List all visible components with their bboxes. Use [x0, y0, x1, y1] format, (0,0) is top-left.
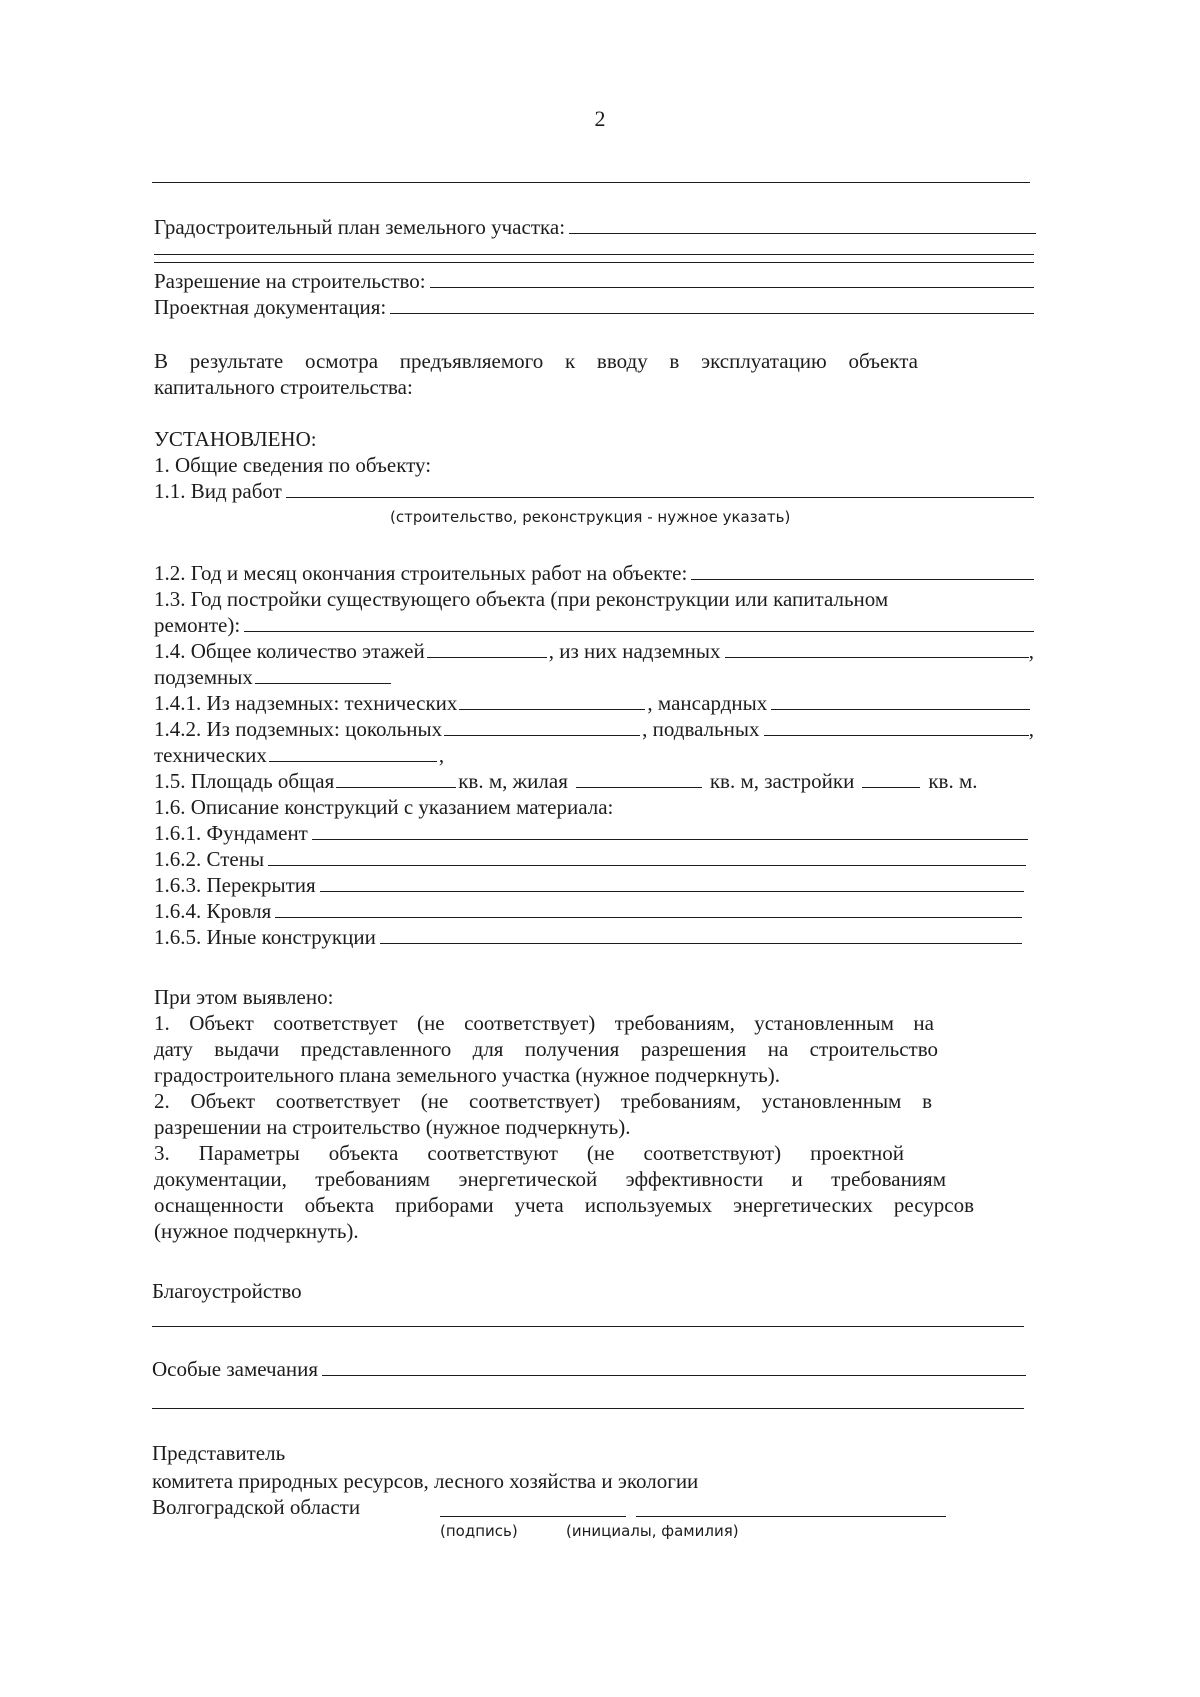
name-blank[interactable]: [636, 1516, 946, 1517]
structure-foundation-label: 1.6.1. Фундамент: [154, 821, 308, 845]
floors-above-label: , из них надземных: [548, 639, 721, 663]
project-doc-label: Проектная документация:: [154, 295, 387, 319]
finding-3-line-2: документации, требованиям энергетической эффективности и требованиям: [154, 1167, 946, 1191]
structure-other-blank[interactable]: [380, 925, 1022, 944]
landscaping-label: Благоустройство: [152, 1279, 302, 1303]
structure-floors-blank[interactable]: [320, 873, 1024, 892]
under-floors-row: [154, 716, 1034, 742]
structure-foundation: [154, 820, 1028, 846]
gpzu-extra-line-2: [154, 262, 1034, 263]
name-hint: (инициалы, фамилия): [566, 1522, 739, 1540]
area-row: [154, 768, 1034, 794]
floors-under-label: подземных: [154, 665, 253, 689]
under-socle-label: 1.4.2. Из подземных: цокольных: [154, 717, 443, 741]
works-type-blank[interactable]: [286, 479, 1034, 498]
representative-line-3: Волгоградской области: [152, 1495, 361, 1519]
finding-1-line-1: 1. Объект соответствует (не соответствует) требованиям, установленным на: [154, 1011, 934, 1035]
structure-other: [154, 924, 1022, 950]
representative-line-2: комитета природных ресурсов, лесного хозяйства и экологии: [152, 1469, 699, 1493]
under-basement-label: , подвальных: [642, 717, 760, 741]
area-building-label: кв. м, застройки: [709, 769, 855, 793]
structure-floors-label: 1.6.3. Перекрытия: [154, 873, 316, 897]
remarks-field: [152, 1356, 1026, 1382]
structure-roof-blank[interactable]: [275, 899, 1022, 918]
area-total-label: 1.5. Площадь общая: [154, 769, 335, 793]
intro-line-2: капитального строительства:: [154, 375, 413, 399]
structure-walls: [154, 846, 1026, 872]
gpzu-field: [154, 214, 1036, 240]
structures-heading: 1.6. Описание конструкций с указанием материала:: [154, 795, 614, 819]
structure-floors: [154, 872, 1024, 898]
general-info-heading: 1. Общие сведения по объекту:: [154, 453, 432, 477]
structure-walls-label: 1.6.2. Стены: [154, 847, 265, 871]
under-technical-comma: ,: [438, 743, 445, 767]
header-rule: [152, 182, 1030, 183]
area-total-blank[interactable]: [336, 769, 456, 788]
under-technical-blank[interactable]: [269, 743, 437, 762]
floors-under-blank[interactable]: [255, 665, 391, 684]
established-heading: УСТАНОВЛЕНО:: [154, 427, 317, 451]
remarks-blank[interactable]: [322, 1357, 1026, 1376]
under-technical-label: технических: [154, 743, 267, 767]
built-year-blank[interactable]: [244, 613, 1034, 632]
completion-label: 1.2. Год и месяц окончания строительных работ на объекте:: [154, 561, 688, 585]
under-technical-row: [154, 742, 444, 768]
structure-roof-label: 1.6.4. Кровля: [154, 899, 272, 923]
finding-3-line-3: оснащенности объекта приборами учета используемых энергетических ресурсов: [154, 1193, 974, 1217]
structure-other-label: 1.6.5. Иные конструкции: [154, 925, 376, 949]
intro-line-1: В результате осмотра предъявляемого к вводу в эксплуатацию объекта: [154, 349, 918, 373]
above-technical-label: 1.4.1. Из надземных: технических: [154, 691, 458, 715]
built-year-label: ремонте):: [154, 613, 241, 637]
above-attic-blank[interactable]: [771, 691, 1030, 710]
finding-3-line-4: (нужное подчеркнуть).: [154, 1219, 359, 1243]
finding-1-line-2: дату выдачи представленного для получения разрешения на строительство: [154, 1037, 938, 1061]
structure-foundation-blank[interactable]: [312, 821, 1028, 840]
finding-2-line-2: разрешении на строительство (нужное подчеркнуть).: [154, 1115, 631, 1139]
above-technical-blank[interactable]: [459, 691, 645, 710]
structure-walls-blank[interactable]: [268, 847, 1026, 866]
finding-3-line-1: 3. Параметры объекта соответствуют (не соответствуют) проектной: [154, 1141, 904, 1165]
floors-under-row: [154, 664, 393, 690]
under-basement-blank[interactable]: [764, 717, 1029, 736]
signature-blank[interactable]: [440, 1516, 626, 1517]
representative-line-1: Представитель: [152, 1441, 286, 1465]
above-floors-row: [154, 690, 1030, 716]
structure-roof: [154, 898, 1022, 924]
completion-field: [154, 560, 1034, 586]
findings-heading: При этом выявлено:: [154, 985, 334, 1009]
under-socle-blank[interactable]: [444, 717, 640, 736]
signature-hint: (подпись): [440, 1522, 518, 1540]
gpzu-blank[interactable]: [569, 215, 1036, 234]
project-doc-blank[interactable]: [390, 295, 1034, 314]
built-year-field: [154, 612, 1034, 638]
remarks-label: Особые замечания: [152, 1357, 319, 1381]
gpzu-label: Градостроительный план земельного участка:: [154, 215, 566, 239]
floors-total-blank[interactable]: [427, 639, 547, 658]
works-type-hint: (строительство, реконструкция - нужное указать): [390, 508, 791, 526]
area-living-blank[interactable]: [576, 769, 702, 788]
floors-above-blank[interactable]: [725, 639, 1029, 658]
page-number: 2: [594, 106, 606, 131]
finding-1-line-3: градостроительного плана земельного участка (нужное подчеркнуть).: [154, 1063, 780, 1087]
permit-blank[interactable]: [430, 269, 1034, 288]
project-doc-field: [154, 294, 1034, 320]
finding-2-line-1: 2. Объект соответствует (не соответствует) требованиям, установленным в: [154, 1089, 932, 1113]
permit-label: Разрешение на строительство:: [154, 269, 426, 293]
works-type-field: [154, 478, 1034, 504]
landscaping-blank[interactable]: [152, 1326, 1024, 1327]
built-year-line-1: 1.3. Год постройки существующего объекта (при реконструкции или капитальном: [154, 587, 889, 611]
completion-blank[interactable]: [691, 561, 1034, 580]
area-building-blank[interactable]: [862, 769, 920, 788]
area-living-label: кв. м, жилая: [458, 769, 568, 793]
above-attic-label: , мансардных: [647, 691, 768, 715]
floors-total-label: 1.4. Общее количество этажей: [154, 639, 425, 663]
floors-total-row: [154, 638, 1034, 664]
area-unit-end: кв. м.: [928, 769, 978, 793]
gpzu-extra-line: [154, 254, 1034, 255]
works-type-label: 1.1. Вид работ: [154, 479, 282, 503]
permit-field: [154, 268, 1034, 294]
under-comma: ,: [1028, 717, 1034, 741]
floors-comma: ,: [1028, 639, 1034, 663]
remarks-extra-line: [152, 1408, 1024, 1409]
